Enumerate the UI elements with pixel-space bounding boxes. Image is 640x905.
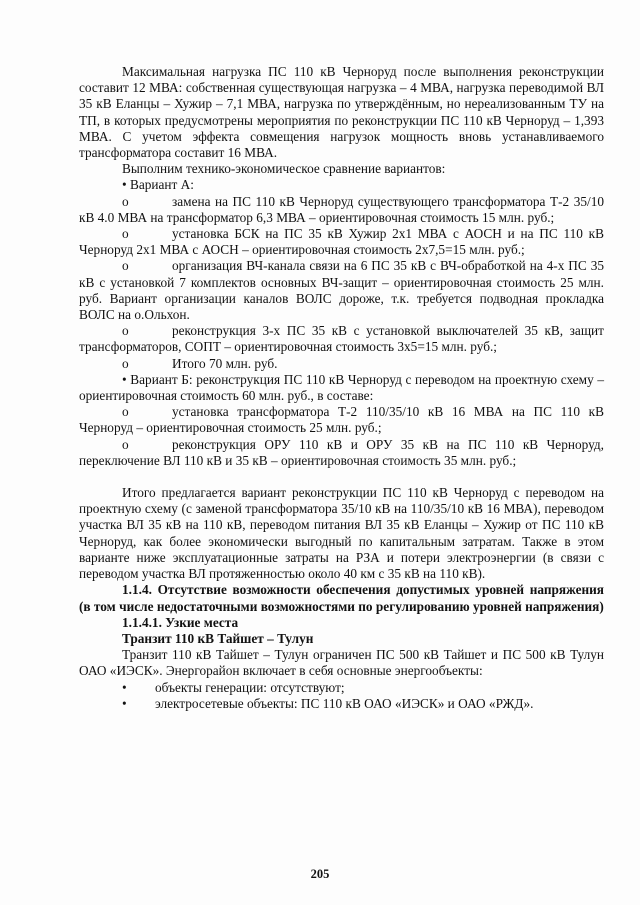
variant-a-item-1 [79, 194, 604, 226]
hollow-bullet-icon: o [122, 258, 129, 274]
section-heading-1-1-4: 1.1.4. Отсутствие возможности обеспечения допустимых уровней напряжения (в том числе недостаточными возможностями по регулированию уровней напряжения) [79, 582, 604, 614]
variant-a-item-4-text: реконструкция 3-х ПС 35 кВ с установкой выключателей 35 кВ, защит трансформаторов, СОПТ – ориентировочная стоимость 3х5=15 млн. руб.; [79, 323, 604, 355]
variant-a-item-1-text: замена на ПС 110 кВ Черноруд существующего трансформатора Т-2 35/10 кВ 4.0 МВА на трансформатор 6,3 МВА – ориентировочная стоимость 15 млн. руб.; [79, 193, 604, 225]
subsection-heading-transit: Транзит 110 кВ Тайшет – Тулун [122, 630, 314, 646]
variant-a-item-2 [79, 226, 604, 258]
list-item-network [79, 696, 604, 712]
page-body [79, 64, 604, 712]
section-heading-1-1-4-1: 1.1.4.1. Узкие места [122, 614, 239, 630]
solid-bullet-icon: • [122, 679, 127, 695]
paragraph-max-load: Максимальная нагрузка ПС 110 кВ Черноруд после выполнения реконструкции составит 12 МВА: собственная существующая нагрузка – 4 МВА, нагрузка переводимой ВЛ 35 кВ Еланцы – Хужир – 7,1 МВА, нагрузка по утверждённым, но нереализованным ТУ на ТП, в которых предусмотрены мероприятия по реконструкции ПС 110 кВ Черноруд – 1,393 МВА. С учетом эффекта совмещения нагрузок мощность вновь устанавливаемого трансформатора составит 16 МВА. [79, 64, 604, 161]
variant-a-heading [79, 177, 604, 193]
paragraph-transit: Транзит 110 кВ Тайшет – Тулун ограничен ПС 500 кВ Тайшет и ПС 500 кВ Тулун ОАО «ИЭСК». Энергорайон включает в себя основные энергообъекты: [79, 647, 604, 679]
variant-b-label: Вариант Б: реконструкция ПС 110 кВ Черноруд с переводом на проектную схему – ориентировочная стоимость 60 млн. руб., в составе: [79, 371, 604, 404]
paragraph-comparison-intro: Выполним технико-экономическое сравнение вариантов: [122, 161, 446, 177]
variant-a-item-2-text: установка БСК на ПС 35 кВ Хужир 2х1 МВА с АОСН и на ПС 110 кВ Черноруд 2х1 МВА с АОСН – ориентировочная стоимость 2х7,5=15 млн. руб.; [79, 226, 604, 258]
list-item-generation [79, 680, 604, 696]
variant-a-label: Вариант А: [129, 177, 194, 193]
variant-a-total-text: Итого 70 млн. руб. [172, 355, 278, 371]
list-item-network-text: электросетевые объекты: ПС 110 кВ ОАО «ИЭСК» и ОАО «РЖД». [155, 695, 534, 711]
solid-bullet-icon: • [122, 371, 127, 387]
paragraph-conclusion: Итого предлагается вариант реконструкции ПС 110 кВ Черноруд с переводом на проектную схему (с заменой трансформатора 35/10 кВ на 110/35/10 кВ 16 МВА), переводом участка ВЛ 35 кВ на 110 кВ, переводом питания ВЛ 35 кВ Еланцы – Хужир от ПС 110 кВ Черноруд, как более экономически выгодный по капитальным затратам. Также в этом варианте ниже эксплуатационные затраты на РЗА и потери электроэнергии (в связи с переводом участка ВЛ протяженностью около 40 км с 35 кВ на 110 кВ). [79, 485, 604, 582]
variant-a-item-3-text: организация ВЧ-канала связи на 6 ПС 35 кВ с ВЧ-обработкой на 4-х ПС 35 кВ с установкой 7 комплектов основных ВЧ-защит – ориентировочная стоимость 25 млн. руб. Вариант организации каналов ВОЛС дороже, т.к. требуется подводная прокладка ВОЛС на о.Ольхон. [79, 258, 604, 323]
page-number: 205 [310, 867, 330, 881]
hollow-bullet-icon: o [122, 404, 129, 420]
variant-a-item-4 [79, 323, 604, 355]
variant-b-item-1-text: установка трансформатора Т-2 110/35/10 кВ 16 МВА на ПС 110 кВ Черноруд – ориентировочная стоимость 25 млн. руб.; [79, 404, 604, 436]
hollow-bullet-icon: o [122, 436, 129, 452]
variant-b-heading [79, 372, 604, 404]
solid-bullet-icon: • [122, 695, 127, 711]
list-item-generation-text: объекты генерации: отсутствуют; [155, 679, 345, 695]
variant-b-item-2 [79, 437, 604, 469]
variant-a-total [79, 356, 604, 372]
spacer [79, 469, 604, 485]
variant-a-item-3 [79, 258, 604, 323]
hollow-bullet-icon: o [122, 323, 129, 339]
solid-bullet-icon: • [122, 177, 127, 193]
hollow-bullet-icon: o [122, 355, 129, 371]
hollow-bullet-icon: o [122, 226, 129, 242]
hollow-bullet-icon: o [122, 193, 129, 209]
variant-b-item-1 [79, 404, 604, 436]
variant-b-item-2-text: реконструкция ОРУ 110 кВ и ОРУ 35 кВ на ПС 110 кВ Черноруд, переключение ВЛ 110 кВ и 35 кВ – ориентировочная стоимость 35 млн. руб.; [79, 436, 604, 468]
